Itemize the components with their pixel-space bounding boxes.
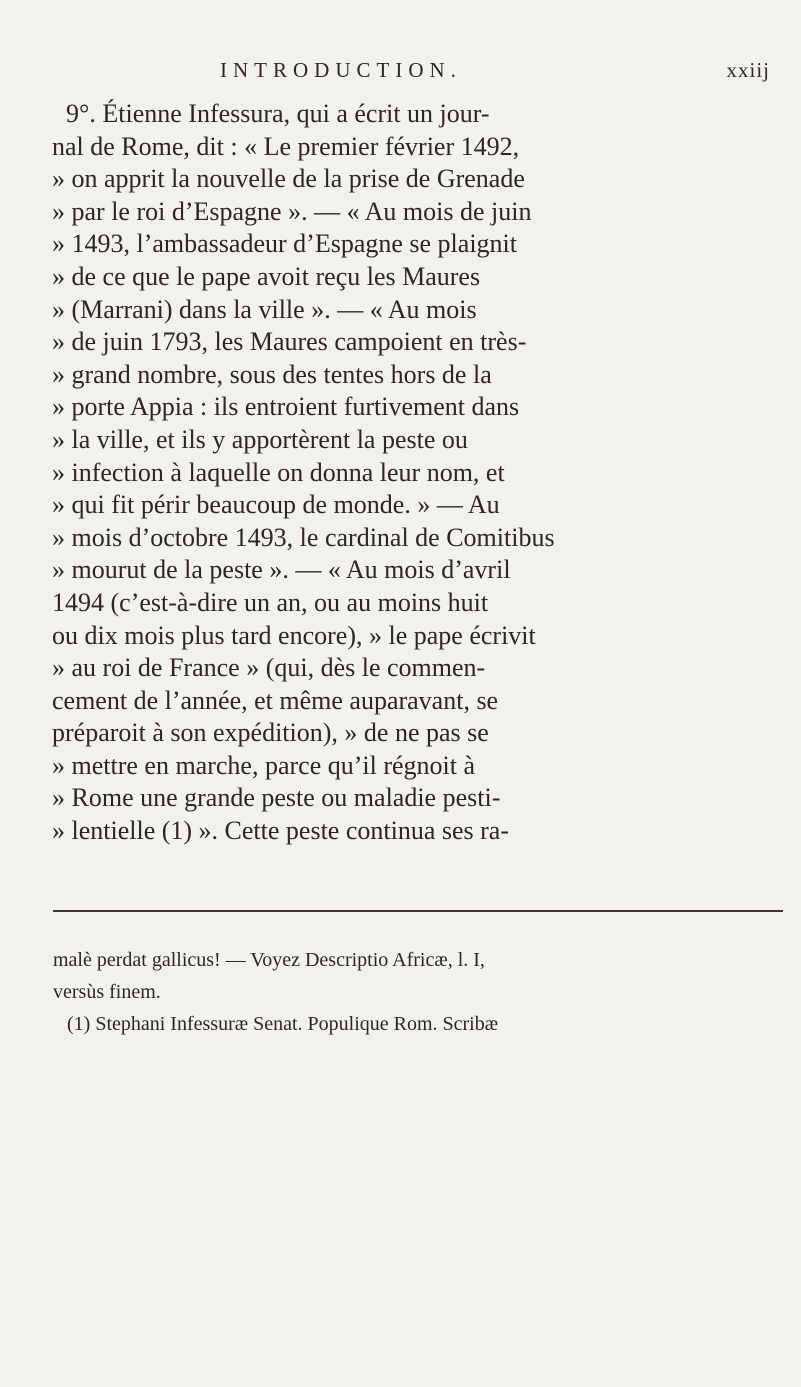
- text-line: » de ce que le pape avoit reçu les Maures: [52, 261, 481, 291]
- footnote-line: (1) Stephani Infessuræ Senat. Populique Rom. Scribæ: [67, 1013, 499, 1035]
- text-line: » par le roi d’Espagne ». — « Au mois de juin: [52, 196, 532, 226]
- text-line: 1494 (c’est-à-dire un an, ou au moins huit: [52, 587, 489, 617]
- text-line: » porte Appia : ils entroient furtivement dans: [52, 392, 520, 422]
- footnotes: [53, 944, 785, 1040]
- text-line: ou dix mois plus tard encore), » le pape écrivit: [52, 620, 536, 650]
- text-line: » mois d’octobre 1493, le cardinal de Comitibus: [52, 522, 555, 552]
- text-line: » la ville, et ils y apportèrent la peste ou: [52, 424, 468, 454]
- text-line: » grand nombre, sous des tentes hors de la: [52, 359, 492, 389]
- text-line: » qui fit périr beaucoup de monde. » — Au: [52, 490, 500, 520]
- running-head-title: INTRODUCTION.: [220, 58, 462, 82]
- text-line: » infection à laquelle on donna leur nom, et: [52, 457, 505, 487]
- text-line: » Rome une grande peste ou maladie pesti-: [52, 783, 501, 813]
- text-line: » lentielle (1) ». Cette peste continua ses ra-: [52, 816, 510, 846]
- text-line: » mourut de la peste ». — « Au mois d’avril: [52, 555, 511, 585]
- footnote-line: versùs finem.: [53, 981, 161, 1003]
- footnote-divider: [53, 910, 783, 912]
- text-line: » (Marrani) dans la ville ». — « Au mois: [52, 294, 477, 324]
- text-line: nal de Rome, dit : « Le premier février 1492,: [52, 131, 520, 161]
- text-line: » 1493, l’ambassadeur d’Espagne se plaignit: [52, 229, 517, 259]
- text-line: » on apprit la nouvelle de la prise de Grenade: [52, 164, 525, 194]
- text-line: » de juin 1793, les Maures campoient en très-: [52, 327, 527, 357]
- footnote-line: malè perdat gallicus! — Voyez Descriptio Africæ, l. I,: [53, 949, 485, 971]
- page-number: xxiij: [726, 58, 770, 82]
- text-line: » au roi de France » (qui, dès le commen-: [52, 653, 486, 683]
- text-line: 9°. Étienne Infessura, qui a écrit un jour-: [66, 99, 490, 128]
- text-line: » mettre en marche, parce qu’il régnoit à: [52, 750, 476, 780]
- running-head: [220, 44, 780, 84]
- text-line: cement de l’année, et même auparavant, se: [52, 685, 499, 715]
- main-text: [52, 98, 784, 848]
- text-line: préparoit à son expédition), » de ne pas se: [52, 718, 489, 748]
